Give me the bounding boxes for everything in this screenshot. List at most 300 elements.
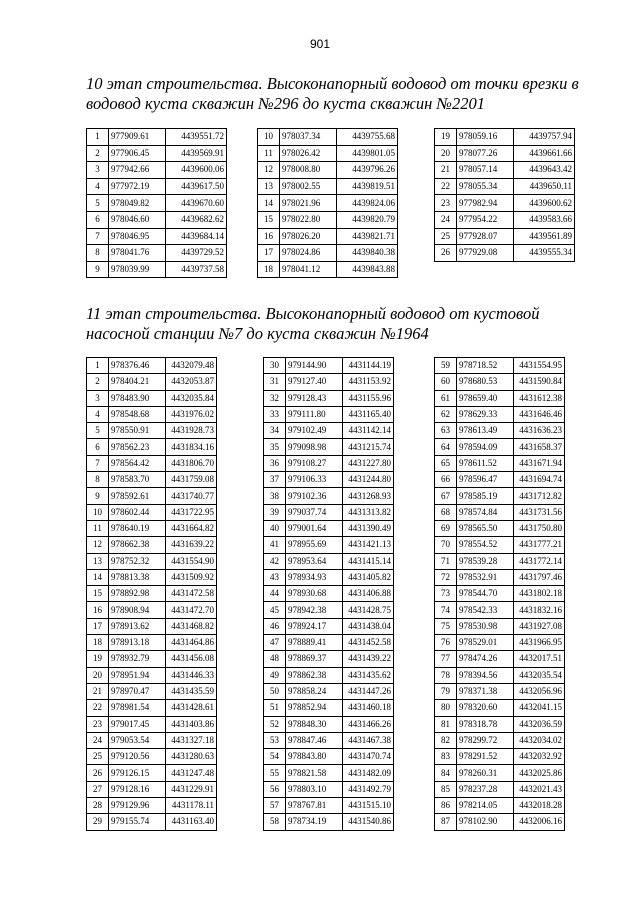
point-number: 12 [87, 537, 109, 553]
table-row [87, 358, 217, 374]
point-number: 81 [435, 716, 457, 732]
y-coordinate: 4439729.52 [166, 245, 227, 262]
point-number: 12 [258, 162, 280, 179]
point-number: 36 [264, 455, 286, 471]
point-number: 80 [435, 700, 457, 716]
y-coordinate: 4431435.59 [166, 683, 217, 699]
x-coordinate: 978532.91 [457, 569, 514, 585]
x-coordinate: 978852.94 [286, 700, 343, 716]
point-number: 7 [87, 228, 109, 245]
table-row [435, 472, 565, 488]
x-coordinate: 978299.72 [457, 732, 514, 748]
stage11-coordinates-table-1 [86, 357, 217, 831]
x-coordinate: 978924.17 [286, 618, 343, 634]
table-row [87, 228, 227, 245]
table-row [264, 716, 394, 732]
y-coordinate: 4431671.94 [514, 455, 565, 471]
x-coordinate: 978629.33 [457, 406, 514, 422]
point-number: 17 [87, 618, 109, 634]
y-coordinate: 4431244.80 [343, 472, 394, 488]
y-coordinate: 4432053.87 [166, 374, 217, 390]
table-row [87, 683, 217, 699]
table-row [435, 667, 565, 683]
point-number: 11 [87, 520, 109, 536]
x-coordinate: 978574.84 [457, 504, 514, 520]
x-coordinate: 978049.82 [109, 195, 166, 212]
x-coordinate: 977972.19 [109, 178, 166, 195]
y-coordinate: 4431313.82 [343, 504, 394, 520]
y-coordinate: 4431750.80 [514, 520, 565, 536]
y-coordinate: 4431759.08 [166, 472, 217, 488]
x-coordinate: 978077.26 [457, 145, 514, 162]
table-row [264, 455, 394, 471]
y-coordinate: 4431406.88 [343, 586, 394, 602]
y-coordinate: 4439561.89 [514, 228, 575, 245]
table-row [264, 651, 394, 667]
y-coordinate: 4431777.21 [514, 537, 565, 553]
point-number: 58 [264, 814, 286, 830]
y-coordinate: 4431664.82 [166, 520, 217, 536]
y-coordinate: 4431772.14 [514, 553, 565, 569]
y-coordinate: 4439551.72 [166, 129, 227, 146]
y-coordinate: 4431646.46 [514, 406, 565, 422]
table-row [258, 211, 398, 228]
table-row [87, 651, 217, 667]
x-coordinate: 978803.10 [286, 781, 343, 797]
y-coordinate: 4431806.70 [166, 455, 217, 471]
point-number: 74 [435, 602, 457, 618]
x-coordinate: 978474.26 [457, 651, 514, 667]
table-row [435, 211, 575, 228]
table-row [435, 358, 565, 374]
point-number: 72 [435, 569, 457, 585]
point-number: 17 [258, 245, 280, 262]
table-row [87, 765, 217, 781]
table-row [87, 586, 217, 602]
y-coordinate: 4439821.71 [337, 228, 398, 245]
y-coordinate: 4439650.11 [514, 178, 575, 195]
table-row [264, 602, 394, 618]
y-coordinate: 4432056.96 [514, 683, 565, 699]
x-coordinate: 979106.33 [286, 472, 343, 488]
table-row [87, 374, 217, 390]
x-coordinate: 978291.52 [457, 749, 514, 765]
x-coordinate: 978583.70 [109, 472, 166, 488]
x-coordinate: 979102.49 [286, 423, 343, 439]
y-coordinate: 4431456.08 [166, 651, 217, 667]
table-row [435, 390, 565, 406]
point-number: 56 [264, 781, 286, 797]
x-coordinate: 978662.38 [109, 537, 166, 553]
y-coordinate: 4439737.58 [166, 261, 227, 278]
y-coordinate: 4431155.96 [343, 390, 394, 406]
point-number: 78 [435, 667, 457, 683]
point-number: 86 [435, 798, 457, 814]
y-coordinate: 4431639.22 [166, 537, 217, 553]
table-row [264, 439, 394, 455]
table-row [87, 195, 227, 212]
table-row [87, 261, 227, 278]
y-coordinate: 4431797.46 [514, 569, 565, 585]
table-row [435, 439, 565, 455]
x-coordinate: 979126.15 [109, 765, 166, 781]
y-coordinate: 4431694.74 [514, 472, 565, 488]
point-number: 13 [258, 178, 280, 195]
y-coordinate: 4431268.93 [343, 488, 394, 504]
x-coordinate: 977954.22 [457, 211, 514, 228]
x-coordinate: 978550.91 [109, 423, 166, 439]
point-number: 38 [264, 488, 286, 504]
table-row [435, 814, 565, 830]
table-row [87, 145, 227, 162]
x-coordinate: 978892.98 [109, 586, 166, 602]
point-number: 1 [87, 358, 109, 374]
table-row [258, 195, 398, 212]
x-coordinate: 978981.54 [109, 700, 166, 716]
table-row [435, 602, 565, 618]
x-coordinate: 978046.95 [109, 228, 166, 245]
table-row [87, 245, 227, 262]
point-number: 26 [435, 245, 457, 262]
table-row [435, 683, 565, 699]
x-coordinate: 978602.44 [109, 504, 166, 520]
point-number: 65 [435, 455, 457, 471]
table-row [264, 667, 394, 683]
x-coordinate: 978813.38 [109, 569, 166, 585]
y-coordinate: 4431405.82 [343, 569, 394, 585]
x-coordinate: 978542.33 [457, 602, 514, 618]
point-number: 31 [264, 374, 286, 390]
x-coordinate: 978955.69 [286, 537, 343, 553]
point-number: 19 [87, 651, 109, 667]
x-coordinate: 979128.43 [286, 390, 343, 406]
table-row [264, 749, 394, 765]
x-coordinate: 978951.94 [109, 667, 166, 683]
table-row [264, 635, 394, 651]
y-coordinate: 4439819.51 [337, 178, 398, 195]
y-coordinate: 4431482.09 [343, 765, 394, 781]
point-number: 49 [264, 667, 286, 683]
y-coordinate: 4431435.62 [343, 667, 394, 683]
table-row [264, 618, 394, 634]
table-row [87, 749, 217, 765]
x-coordinate: 979037.74 [286, 504, 343, 520]
table-row [435, 765, 565, 781]
x-coordinate: 978024.86 [280, 245, 337, 262]
stage11-coordinates-table-2 [263, 357, 394, 831]
y-coordinate: 4431229.91 [166, 781, 217, 797]
y-coordinate: 4431163.40 [166, 814, 217, 830]
x-coordinate: 979128.16 [109, 781, 166, 797]
table-row [87, 390, 217, 406]
table-row [435, 749, 565, 765]
point-number: 82 [435, 732, 457, 748]
x-coordinate: 978320.60 [457, 700, 514, 716]
y-coordinate: 4432035.54 [514, 667, 565, 683]
table-row [87, 455, 217, 471]
y-coordinate: 4439824.06 [337, 195, 398, 212]
x-coordinate: 978862.38 [286, 667, 343, 683]
x-coordinate: 978539.28 [457, 553, 514, 569]
point-number: 40 [264, 520, 286, 536]
x-coordinate: 978752.32 [109, 553, 166, 569]
point-number: 21 [87, 683, 109, 699]
table-row [264, 814, 394, 830]
x-coordinate: 979053.54 [109, 732, 166, 748]
table-row [87, 178, 227, 195]
point-number: 21 [435, 162, 457, 179]
y-coordinate: 4439583.66 [514, 211, 575, 228]
point-number: 1 [87, 129, 109, 146]
stage10-coordinates-table-1 [86, 128, 227, 278]
x-coordinate: 978869.37 [286, 651, 343, 667]
point-number: 53 [264, 732, 286, 748]
table-row [258, 261, 398, 278]
table-row [87, 814, 217, 830]
y-coordinate: 4432036.59 [514, 716, 565, 732]
table-row [87, 700, 217, 716]
point-number: 37 [264, 472, 286, 488]
point-number: 39 [264, 504, 286, 520]
y-coordinate: 4439757.94 [514, 129, 575, 146]
y-coordinate: 4431515.10 [343, 798, 394, 814]
y-coordinate: 4432006.16 [514, 814, 565, 830]
point-number: 55 [264, 765, 286, 781]
y-coordinate: 4431612.38 [514, 390, 565, 406]
point-number: 68 [435, 504, 457, 520]
point-number: 11 [258, 145, 280, 162]
y-coordinate: 4439843.88 [337, 261, 398, 278]
point-number: 47 [264, 635, 286, 651]
x-coordinate: 978037.34 [280, 129, 337, 146]
x-coordinate: 978046.60 [109, 211, 166, 228]
table-row [435, 700, 565, 716]
y-coordinate: 4431834.16 [166, 439, 217, 455]
y-coordinate: 4431658.37 [514, 439, 565, 455]
point-number: 5 [87, 195, 109, 212]
y-coordinate: 4432041.15 [514, 700, 565, 716]
x-coordinate: 978611.52 [457, 455, 514, 471]
x-coordinate: 978260.31 [457, 765, 514, 781]
x-coordinate: 978767.81 [286, 798, 343, 814]
x-coordinate: 978059.16 [457, 129, 514, 146]
y-coordinate: 4439569.91 [166, 145, 227, 162]
y-coordinate: 4439796.26 [337, 162, 398, 179]
table-row [435, 195, 575, 212]
point-number: 10 [87, 504, 109, 520]
y-coordinate: 4439670.60 [166, 195, 227, 212]
point-number: 26 [87, 765, 109, 781]
table-row [264, 798, 394, 814]
x-coordinate: 978953.64 [286, 553, 343, 569]
y-coordinate: 4431540.86 [343, 814, 394, 830]
point-number: 44 [264, 586, 286, 602]
stage11-heading: 11 этап строительства. Высоконапорный водовод от кустовой насосной станции №7 до куста скважин №1964 [86, 304, 540, 343]
x-coordinate: 978376.46 [109, 358, 166, 374]
point-number: 18 [258, 261, 280, 278]
table-row [87, 569, 217, 585]
point-number: 14 [87, 569, 109, 585]
table-row [435, 504, 565, 520]
table-row [435, 488, 565, 504]
point-number: 28 [87, 798, 109, 814]
stage10-coordinates-table-2 [257, 128, 398, 278]
table-row [264, 390, 394, 406]
x-coordinate: 978562.23 [109, 439, 166, 455]
point-number: 64 [435, 439, 457, 455]
point-number: 6 [87, 439, 109, 455]
point-number: 42 [264, 553, 286, 569]
y-coordinate: 4431509.92 [166, 569, 217, 585]
point-number: 52 [264, 716, 286, 732]
y-coordinate: 4431460.18 [343, 700, 394, 716]
x-coordinate: 978821.58 [286, 765, 343, 781]
x-coordinate: 978057.14 [457, 162, 514, 179]
point-number: 75 [435, 618, 457, 634]
y-coordinate: 4431731.56 [514, 504, 565, 520]
y-coordinate: 4431722.95 [166, 504, 217, 520]
point-number: 23 [435, 195, 457, 212]
y-coordinate: 4431636.23 [514, 423, 565, 439]
table-row [87, 423, 217, 439]
table-row [87, 520, 217, 536]
point-number: 24 [435, 211, 457, 228]
point-number: 22 [87, 700, 109, 716]
point-number: 16 [87, 602, 109, 618]
point-number: 73 [435, 586, 457, 602]
point-number: 54 [264, 749, 286, 765]
point-number: 9 [87, 488, 109, 504]
point-number: 23 [87, 716, 109, 732]
x-coordinate: 978848.30 [286, 716, 343, 732]
point-number: 61 [435, 390, 457, 406]
y-coordinate: 4432018.28 [514, 798, 565, 814]
table-row [435, 716, 565, 732]
y-coordinate: 4431468.82 [166, 618, 217, 634]
y-coordinate: 4431832.16 [514, 602, 565, 618]
y-coordinate: 4431452.58 [343, 635, 394, 651]
y-coordinate: 4439600.62 [514, 195, 575, 212]
y-coordinate: 4431165.40 [343, 406, 394, 422]
point-number: 50 [264, 683, 286, 699]
y-coordinate: 4432021.43 [514, 781, 565, 797]
point-number: 13 [87, 553, 109, 569]
y-coordinate: 4431428.61 [166, 700, 217, 716]
table-row [264, 553, 394, 569]
y-coordinate: 4431976.02 [166, 406, 217, 422]
x-coordinate: 977982.94 [457, 195, 514, 212]
y-coordinate: 4439820.79 [337, 211, 398, 228]
x-coordinate: 978908.94 [109, 602, 166, 618]
y-coordinate: 4432035.84 [166, 390, 217, 406]
y-coordinate: 4431472.70 [166, 602, 217, 618]
point-number: 8 [87, 472, 109, 488]
table-row [87, 667, 217, 683]
x-coordinate: 979001.64 [286, 520, 343, 536]
y-coordinate: 4431438.04 [343, 618, 394, 634]
x-coordinate: 978529.01 [457, 635, 514, 651]
point-number: 62 [435, 406, 457, 422]
table-row [258, 178, 398, 195]
y-coordinate: 4431415.14 [343, 553, 394, 569]
table-row [87, 162, 227, 179]
table-row [87, 488, 217, 504]
table-row [258, 228, 398, 245]
y-coordinate: 4431927.08 [514, 618, 565, 634]
point-number: 25 [435, 228, 457, 245]
x-coordinate: 978041.12 [280, 261, 337, 278]
table-row [264, 374, 394, 390]
y-coordinate: 4431327.18 [166, 732, 217, 748]
point-number: 30 [264, 358, 286, 374]
point-number: 19 [435, 129, 457, 146]
y-coordinate: 4431153.92 [343, 374, 394, 390]
x-coordinate: 977906.45 [109, 145, 166, 162]
x-coordinate: 978847.46 [286, 732, 343, 748]
stage10-coordinates-table-3 [434, 128, 575, 262]
point-number: 83 [435, 749, 457, 765]
point-number: 9 [87, 261, 109, 278]
point-number: 35 [264, 439, 286, 455]
table-row [264, 586, 394, 602]
x-coordinate: 978026.20 [280, 228, 337, 245]
point-number: 63 [435, 423, 457, 439]
x-coordinate: 978970.47 [109, 683, 166, 699]
table-row [435, 569, 565, 585]
point-number: 59 [435, 358, 457, 374]
y-coordinate: 4431467.38 [343, 732, 394, 748]
stage11-coordinates-table-3 [434, 357, 565, 831]
point-number: 14 [258, 195, 280, 212]
table-row [435, 798, 565, 814]
x-coordinate: 977929.08 [457, 245, 514, 262]
point-number: 24 [87, 732, 109, 748]
x-coordinate: 978734.19 [286, 814, 343, 830]
x-coordinate: 978554.52 [457, 537, 514, 553]
x-coordinate: 978858.24 [286, 683, 343, 699]
point-number: 66 [435, 472, 457, 488]
x-coordinate: 978613.49 [457, 423, 514, 439]
x-coordinate: 978102.90 [457, 814, 514, 830]
point-number: 33 [264, 406, 286, 422]
point-number: 69 [435, 520, 457, 536]
x-coordinate: 978214.05 [457, 798, 514, 814]
table-row [264, 358, 394, 374]
point-number: 5 [87, 423, 109, 439]
point-number: 51 [264, 700, 286, 716]
point-number: 3 [87, 390, 109, 406]
x-coordinate: 978548.68 [109, 406, 166, 422]
y-coordinate: 4431247.48 [166, 765, 217, 781]
point-number: 10 [258, 129, 280, 146]
y-coordinate: 4432025.86 [514, 765, 565, 781]
x-coordinate: 979127.40 [286, 374, 343, 390]
y-coordinate: 4431215.74 [343, 439, 394, 455]
x-coordinate: 979102.36 [286, 488, 343, 504]
x-coordinate: 978404.21 [109, 374, 166, 390]
x-coordinate: 978544.70 [457, 586, 514, 602]
y-coordinate: 4431466.26 [343, 716, 394, 732]
y-coordinate: 4431492.79 [343, 781, 394, 797]
table-row [435, 732, 565, 748]
point-number: 76 [435, 635, 457, 651]
y-coordinate: 4431470.74 [343, 749, 394, 765]
page-number: 901 [309, 37, 331, 51]
point-number: 29 [87, 814, 109, 830]
table-row [264, 406, 394, 422]
x-coordinate: 978718.52 [457, 358, 514, 374]
y-coordinate: 4439682.62 [166, 211, 227, 228]
